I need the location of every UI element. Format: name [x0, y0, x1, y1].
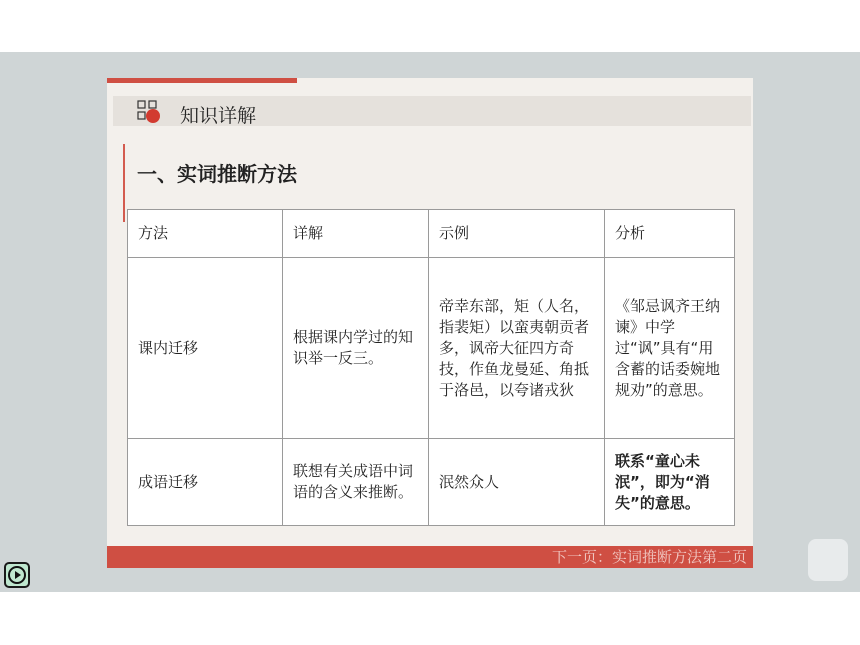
table-header-cell: 分析 [605, 210, 735, 258]
analysis-cell: 《邹忌讽齐王纳谏》中学过“讽”具有“用含蓄的话委婉地规劝”的意思。 [605, 258, 735, 439]
table-header-cell: 详解 [283, 210, 429, 258]
top-accent-bar [107, 78, 297, 83]
slide [107, 78, 753, 568]
table-row [128, 258, 735, 439]
play-circle-icon [6, 564, 28, 586]
header-title: 知识详解 [180, 105, 257, 127]
example-cell: 帝幸东部，矩（人名，指裴矩）以蛮夷朝贡者多，讽帝大征四方奇技，作鱼龙曼延、角抵于洛邑，以夸诸戎狄 [429, 258, 605, 439]
analysis-cell: 联系“童心未泯”，即为“消失”的意思。 [605, 439, 735, 526]
grid-squares-icon [137, 100, 163, 124]
table-header-cell: 方法 [128, 210, 283, 258]
detail-cell: 根据课内学过的知识举一反三。 [283, 258, 429, 439]
table-header-cell: 示例 [429, 210, 605, 258]
method-cell: 课内迁移 [128, 258, 283, 439]
play-button[interactable] [4, 562, 30, 588]
next-slide-button[interactable] [808, 539, 848, 581]
table-header-row [128, 210, 735, 258]
detail-cell: 联想有关成语中词语的含义来推断。 [283, 439, 429, 526]
table-row [128, 439, 735, 526]
method-table [127, 209, 735, 526]
method-cell: 成语迁移 [128, 439, 283, 526]
left-accent-line [123, 144, 125, 222]
next-page-link[interactable]: 下一页：实词推断方法第二页 [551, 548, 747, 566]
example-cell: 泯然众人 [429, 439, 605, 526]
footer-bar [107, 546, 753, 568]
section-title: 一、实词推断方法 [137, 162, 297, 186]
